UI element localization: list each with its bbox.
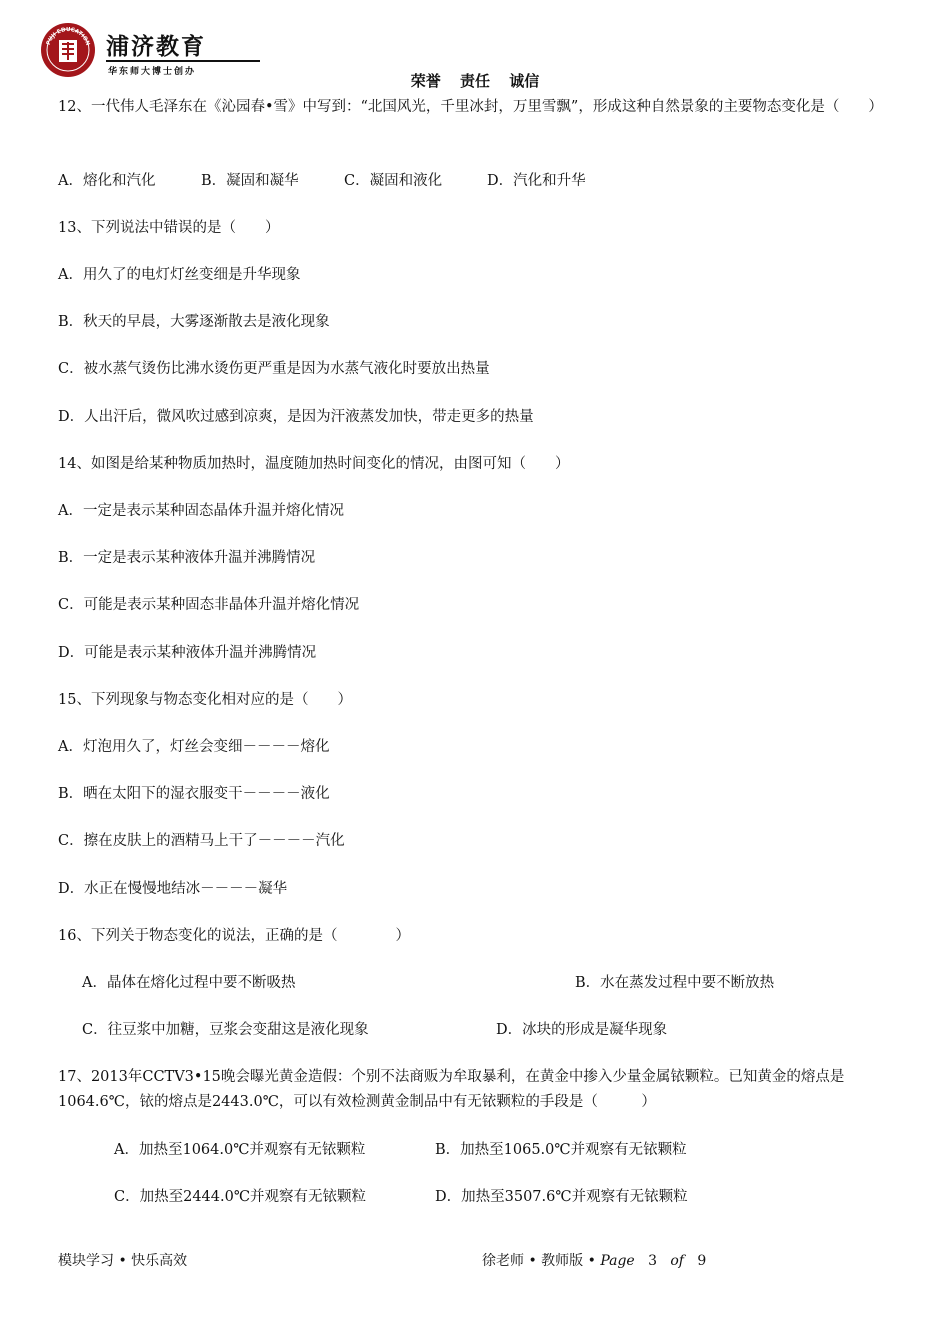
footer-slogan: 模块学习 • 快乐高效	[58, 1253, 188, 1269]
q12-option-b: B．凝固和凝华	[201, 173, 299, 189]
q14-option-d: D．可能是表示某种液体升温并沸腾情况	[58, 645, 317, 661]
q17-stem: 17、2013年CCTV3•15晚会曝光黄金造假：个别不法商贩为牟取暴利，在黄金中掺入少量金属铱颗粒。已知黄金的熔点是1064.6℃，铱的熔点是2443.0℃，可以有效检测黄金制品中有无铱颗粒的手段是（ ）	[58, 1069, 845, 1110]
q15-option-c: C．擦在皮肤上的酒精马上干了－－－－汽化	[58, 833, 345, 849]
q15-option-d: D．水正在慢慢地结冰－－－－凝华	[58, 881, 288, 897]
q13-option-b: B．秋天的早晨，大雾逐渐散去是液化现象	[58, 314, 330, 330]
footer-total-pages: 9	[697, 1253, 707, 1269]
footer-page-word: Page	[600, 1253, 635, 1269]
q16-option-a: A．晶体在熔化过程中要不断吸热	[82, 975, 296, 991]
footer-page-info	[482, 1250, 706, 1270]
footer-page-number: 3	[648, 1253, 657, 1269]
q14-option-b: B．一定是表示某种液体升温并沸腾情况	[58, 550, 316, 566]
q13-option-a: A．用久了的电灯灯丝变细是升华现象	[58, 267, 301, 283]
q15-option-b: B．晒在太阳下的湿衣服变干－－－－液化	[58, 786, 330, 802]
q12-option-d: D．汽化和升华	[487, 173, 586, 189]
svg-text:PUJI EDUCATION: PUJI EDUCATION	[45, 26, 91, 47]
q16-stem: 16、下列关于物态变化的说法，正确的是（ ）	[58, 928, 410, 944]
q16-option-b: B．水在蒸发过程中要不断放热	[575, 975, 775, 991]
q14-option-c: C．可能是表示某种固态非晶体升温并熔化情况	[58, 597, 360, 613]
q17-option-c: C．加热至2444.0℃并观察有无铱颗粒	[114, 1189, 367, 1205]
q14-stem: 14、如图是给某种物质加热时，温度随加热时间变化的情况，由图可知（ ）	[58, 456, 570, 472]
q13-stem: 13、下列说法中错误的是（ ）	[58, 220, 280, 236]
q13-option-d: D．人出汗后，微风吹过感到凉爽，是因为汗液蒸发加快，带走更多的热量	[58, 409, 534, 425]
q14-option-a: A．一定是表示某种固态晶体升温并熔化情况	[58, 503, 344, 519]
q15-option-a: A．灯泡用久了，灯丝会变细－－－－熔化	[58, 739, 330, 755]
q15-stem: 15、下列现象与物态变化相对应的是（ ）	[58, 692, 352, 708]
q13-option-c: C．被水蒸气烫伤比沸水烫伤更严重是因为水蒸气液化时要放出热量	[58, 361, 490, 377]
q16-option-d: D．冰块的形成是凝华现象	[496, 1022, 668, 1038]
q17-option-d: D．加热至3507.6℃并观察有无铱颗粒	[435, 1189, 688, 1205]
brand-subtitle: 华东师大博士创办	[108, 67, 197, 77]
q12-stem: 12、一代伟人毛泽东在《沁园春•雪》中写到：“北国风光，千里冰封，万里雪飘”，形成这种自然景象的主要物态变化是（ ）	[58, 99, 883, 115]
footer-teacher: 徐老师 • 教师版 •	[482, 1253, 596, 1269]
q12-option-c: C．凝固和液化	[344, 173, 443, 189]
q17-option-a: A．加热至1064.0℃并观察有无铱颗粒	[114, 1142, 366, 1158]
q17-option-b: B．加热至1065.0℃并观察有无铱颗粒	[435, 1142, 687, 1158]
q12-option-a: A．熔化和汽化	[58, 173, 156, 189]
q16-option-c: C．往豆浆中加糖，豆浆会变甜这是液化现象	[82, 1022, 369, 1038]
motto: 荣誉 责任 诚信	[410, 72, 540, 90]
footer-of-word: of	[670, 1253, 684, 1269]
brand-divider	[106, 60, 260, 62]
brand-name: 浦济教育	[106, 34, 206, 60]
